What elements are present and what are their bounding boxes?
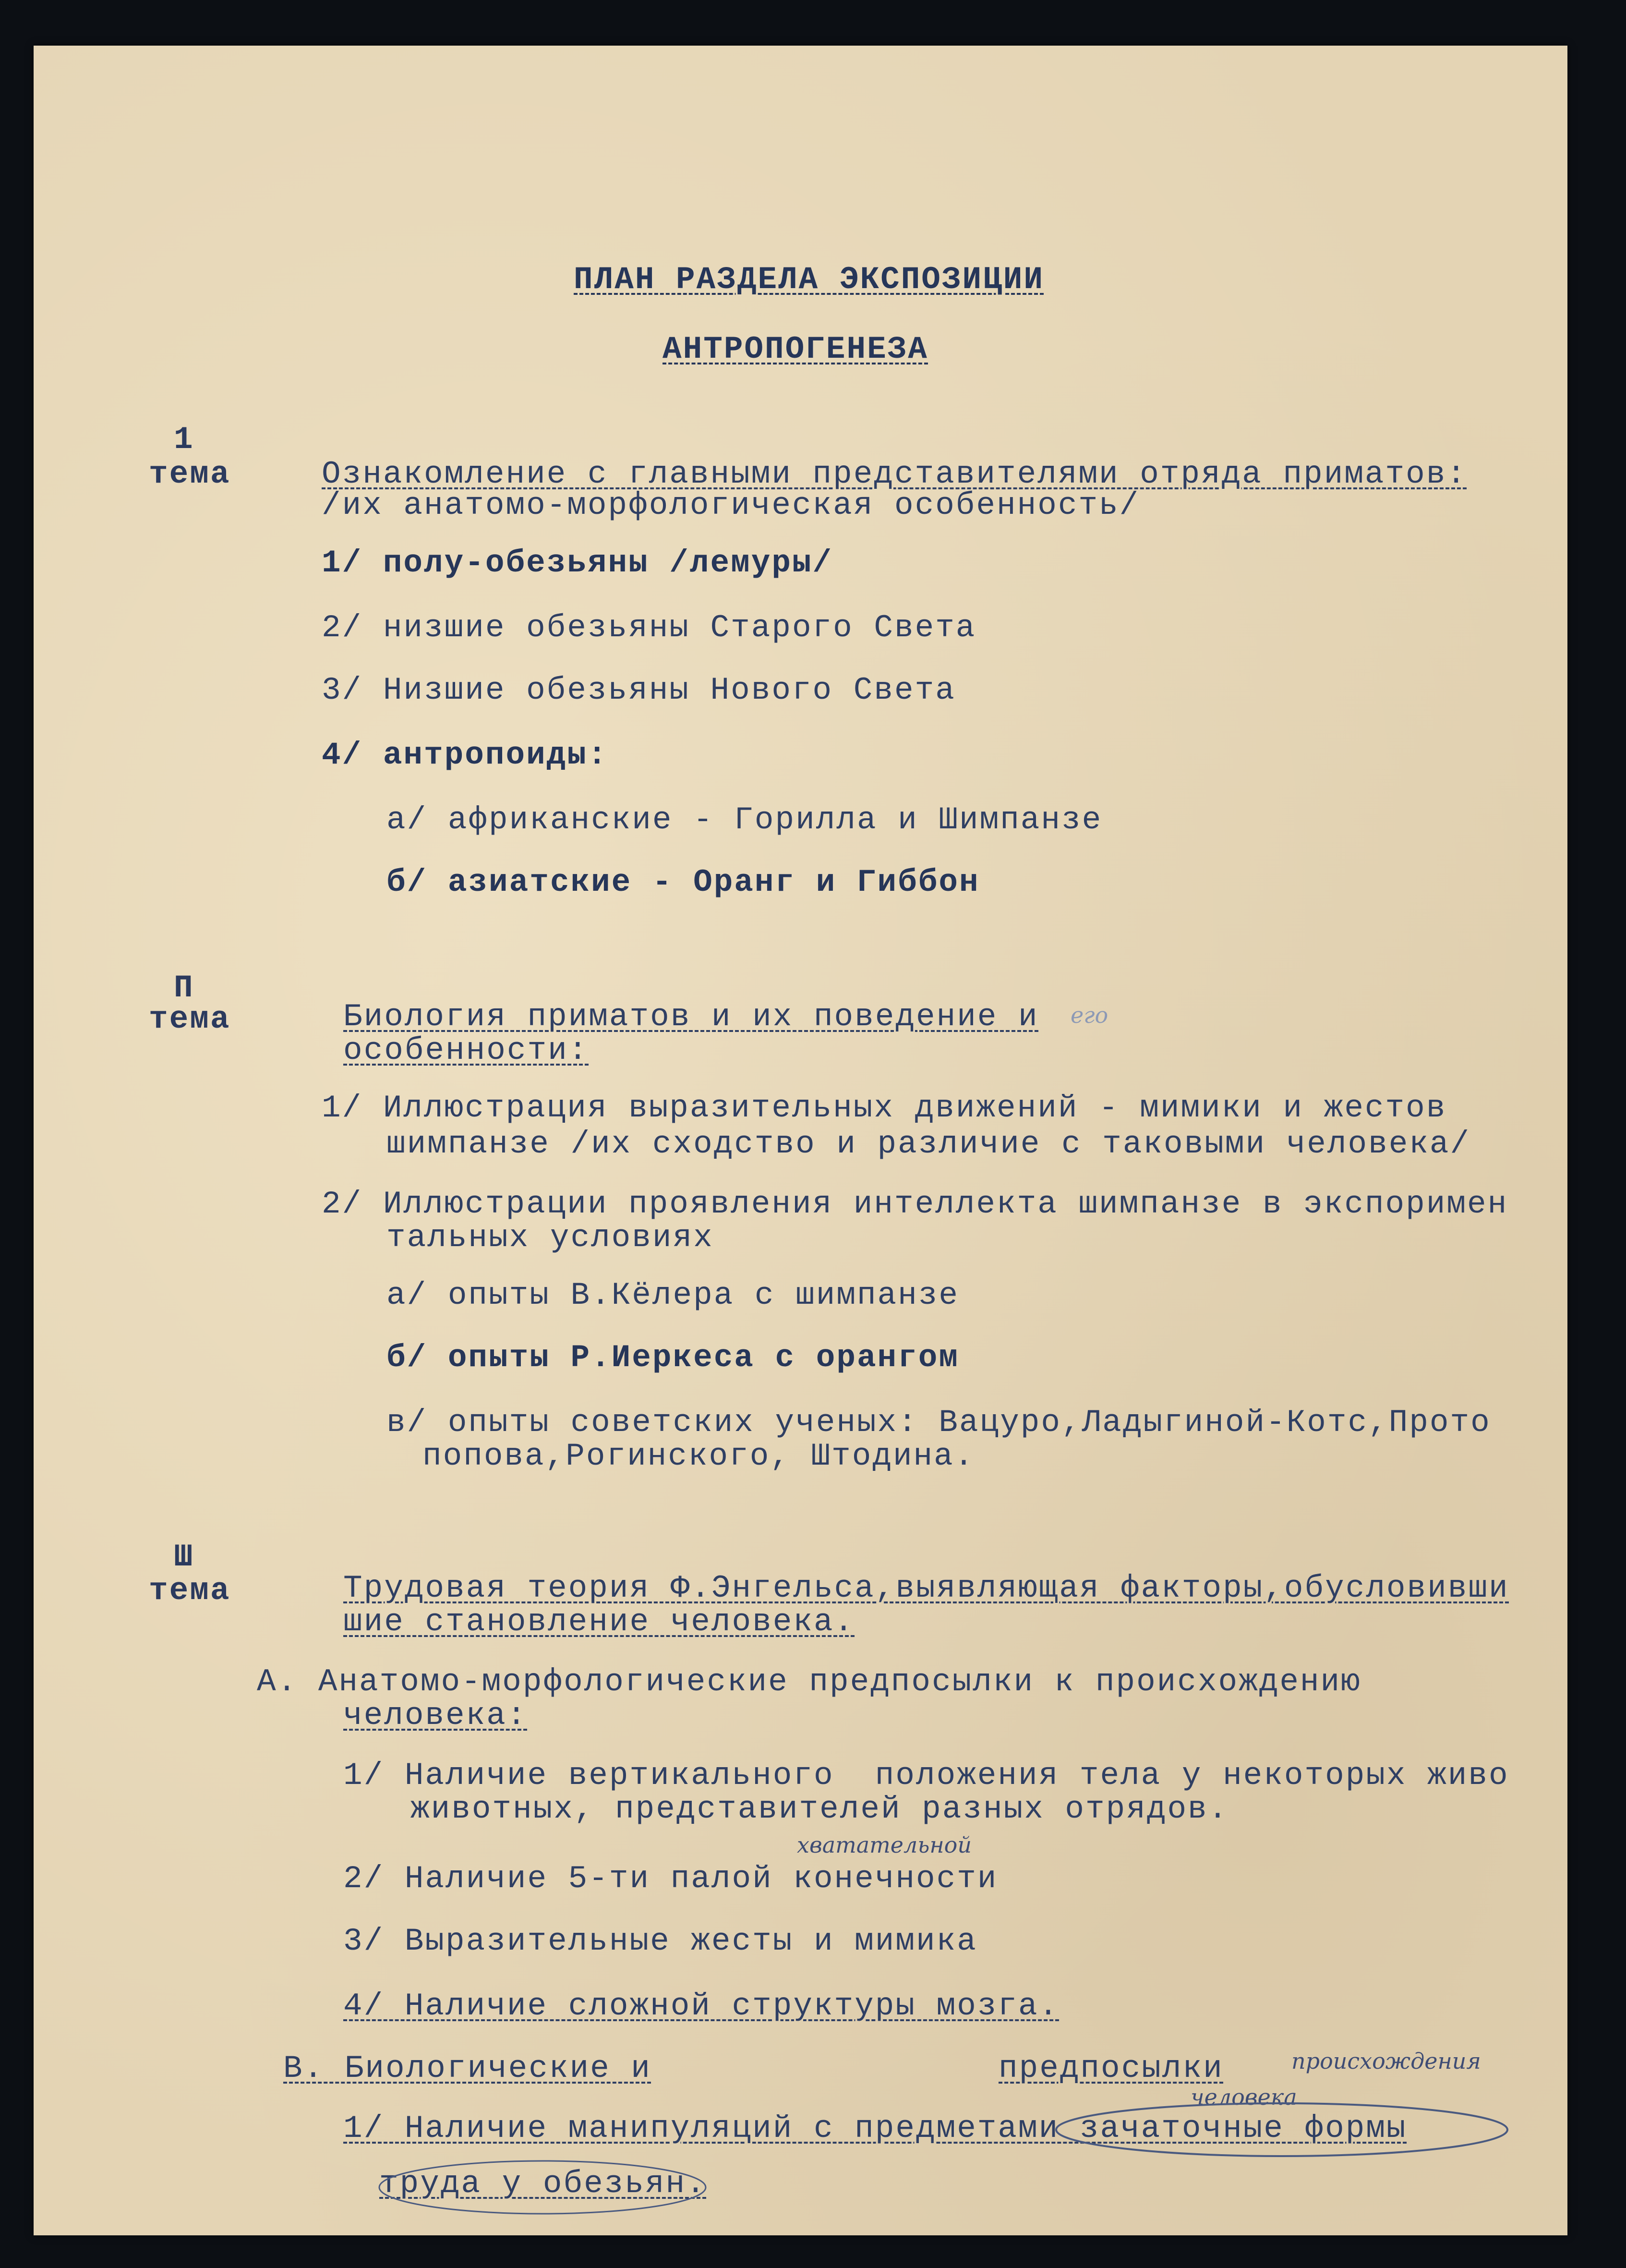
topic-1-item: 1/ полу-обезьяны /лемуры/: [322, 545, 833, 581]
topic-2-item: 2/ Иллюстрации проявления интеллекта шимпанзе в экспоримен: [322, 1186, 1508, 1222]
pencil-markings: [34, 46, 1567, 2235]
document-title: ПЛАН РАЗДЕЛА ЭКСПОЗИЦИИ: [574, 262, 1044, 298]
topic-1-item: 4/ антропоиды:: [322, 737, 608, 773]
section-a-item: 1/ Наличие вертикального положения тела у некоторых живо: [343, 1758, 1509, 1794]
topic-2-heading: Биология приматов и их поведение и: [343, 999, 1039, 1035]
topic-2-subitem: б/ опыты Р.Иеркеса с орангом: [386, 1340, 959, 1376]
topic-1-item: 3/ Низшие обезьяны Нового Света: [322, 672, 956, 708]
topic-1-subitem: а/ африканские - Горилла и Шимпанзе: [386, 802, 1103, 838]
topic-2-item-cont: шимпанзе /их сходство и различие с таковыми человека/: [386, 1126, 1471, 1162]
section-b-heading-end: предпосылки: [999, 2050, 1224, 2086]
handwritten-note: хватательной: [797, 1832, 972, 1858]
section-b-item-cont: труда у обезьян.: [379, 2166, 707, 2202]
topic-3-heading-cont: шие становление человека.: [343, 1604, 855, 1640]
topic-2-heading-faded: его: [1071, 1002, 1108, 1028]
topic-2-heading-cont: особенности:: [343, 1032, 589, 1068]
topic-1-subitem: б/ азиатские - Оранг и Гиббон: [386, 864, 980, 900]
topic-3-number: Ш: [174, 1539, 194, 1575]
handwritten-note: человека: [1191, 2084, 1297, 2110]
section-a-item: 4/ Наличие сложной структуры мозга.: [343, 1988, 1060, 2024]
topic-2-item-cont: тальных условиях: [386, 1220, 714, 1256]
section-b-heading: В. Биологические и: [283, 2050, 651, 2086]
section-b-item: 1/ Наличие манипуляций с предметами зачаточные формы: [343, 2110, 1407, 2147]
topic-3-heading: Трудовая теория Ф.Энгельса,выявляющая факторы,обусловивши: [343, 1570, 1509, 1606]
section-a-item: 3/ Выразительные жесты и мимика: [343, 1923, 977, 1959]
topic-1-number: 1: [174, 422, 194, 458]
topic-2-subitem-cont: попова,Рогинского, Штодина.: [422, 1438, 975, 1474]
topic-2-subitem: в/ опыты советских ученых: Вацуро,Ладыгиной-Котс,Прото: [386, 1405, 1491, 1441]
topic-2-number: П: [174, 970, 194, 1006]
document-page: [34, 46, 1567, 2235]
handwritten-note: происхождения: [1291, 2048, 1481, 2074]
topic-2-label: тема: [149, 1001, 231, 1037]
document-subtitle: АНТРОПОГЕНЕЗА: [662, 331, 928, 367]
topic-2-subitem: а/ опыты В.Кёлера с шимпанзе: [386, 1277, 959, 1313]
topic-1-item: 2/ низшие обезьяны Старого Света: [322, 610, 976, 646]
section-a-item-cont: животных, представителей разных отрядов.: [410, 1791, 1229, 1827]
section-a-heading: А. Анатомо-морфологические предпосылки к происхождению: [257, 1664, 1361, 1700]
topic-2-item: 1/ Иллюстрация выразительных движений - мимики и жестов: [322, 1090, 1447, 1126]
topic-1-label: тема: [149, 456, 231, 492]
topic-1-heading: Ознакомление с главными представителями отряда приматов:: [322, 456, 1467, 492]
section-a-heading-cont: человека:: [343, 1698, 528, 1734]
topic-3-label: тема: [149, 1573, 231, 1609]
topic-1-heading-cont: /их анатомо-морфологическая особенность/: [322, 487, 1140, 523]
section-a-item: 2/ Наличие 5-ти палой конечности: [343, 1861, 998, 1897]
